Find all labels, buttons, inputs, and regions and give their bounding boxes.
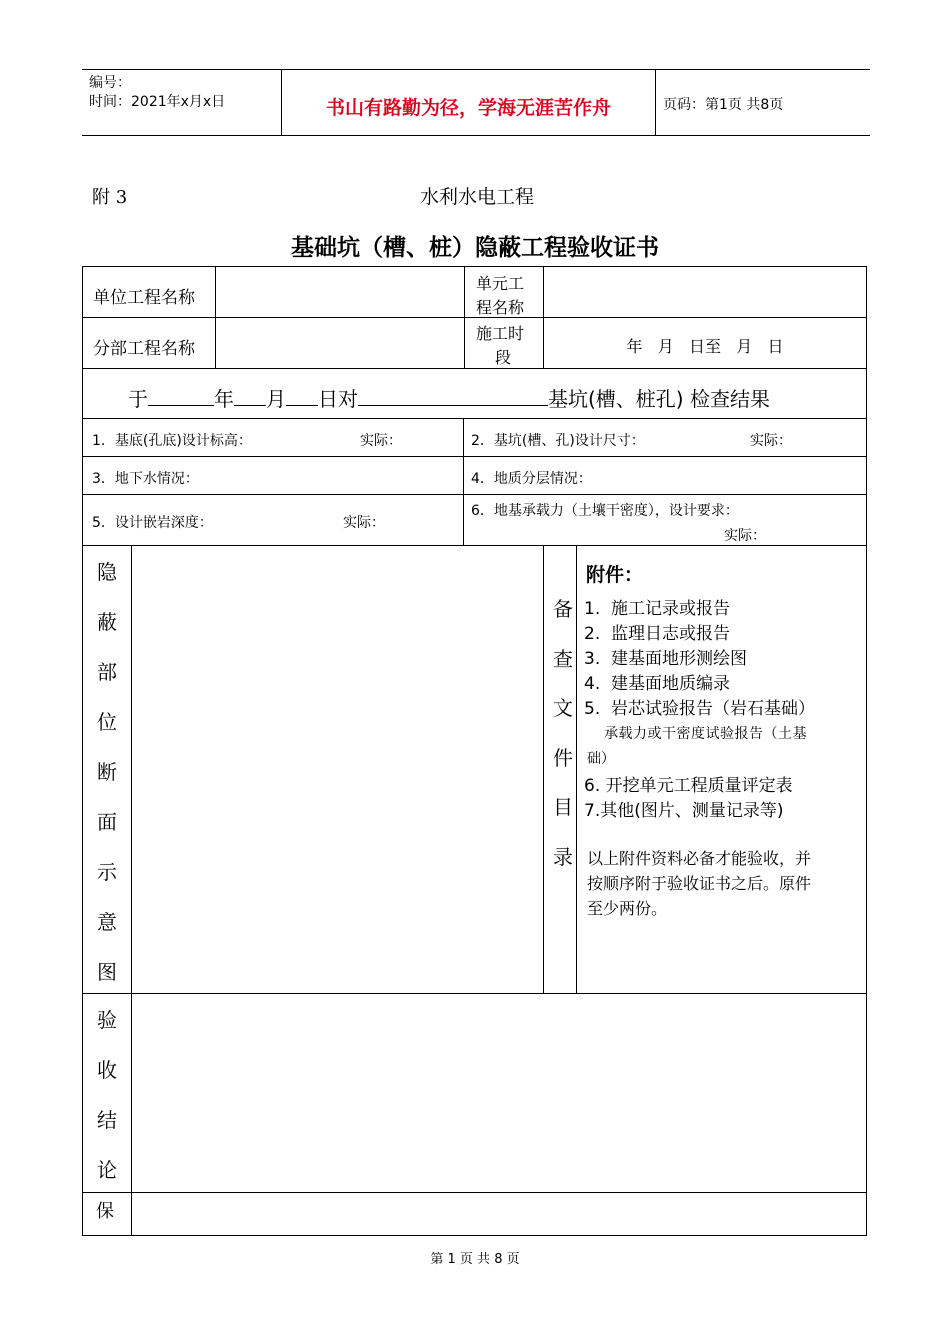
conclusion-label-char: 验: [97, 1008, 117, 1032]
unit-element-field[interactable]: [544, 267, 866, 317]
inspection-year: 年: [214, 387, 234, 411]
attachment5-cont-1: 承载力或干密度试验报告（土基: [604, 726, 807, 742]
attachment5-cont-2: 础）: [587, 751, 615, 767]
hidden-section-label: [82, 547, 132, 997]
attachments-note: [587, 846, 811, 921]
check-docs-label-char: 查: [553, 646, 573, 671]
number-label: 编号：: [89, 75, 131, 91]
item1-label: 1．基底(孔底)设计标高：: [92, 433, 252, 449]
check-docs-label-char: 件: [553, 745, 573, 770]
conclusion-label: [82, 995, 132, 1195]
inspection-day-to: 日对: [318, 387, 358, 411]
attachments-note-line: 至少两份。: [587, 899, 668, 918]
attachments-note-line: 按顺序附于验收证书之后。原件: [587, 874, 812, 893]
document-title: 基础坑（槽、桩）隐蔽工程验收证书: [291, 235, 659, 261]
sketch-area[interactable]: [132, 546, 543, 993]
header-slogan: 书山有路勤为径，学海无涯苦作舟: [325, 97, 611, 119]
attachment-item: 2. 监理日志或报告: [584, 624, 731, 644]
col-line: [464, 266, 465, 368]
item5-actual: 实际：: [343, 515, 385, 531]
sub-project-label: 分部工程名称: [93, 339, 195, 359]
hidden-section-label-char: 面: [97, 810, 117, 834]
inspection-suffix: 基坑(槽、桩孔) 检查结果: [548, 387, 770, 411]
row-line: [82, 456, 867, 457]
row-line: [82, 418, 867, 419]
col-line: [543, 545, 544, 993]
check-docs-label-char: 文: [553, 696, 573, 720]
footer-page-number: 第 1 页 共 8 页: [430, 1252, 520, 1267]
last-row-field[interactable]: [132, 1193, 866, 1235]
document-category: 水利水电工程: [420, 186, 535, 208]
attachment7: 7.其他(图片、测量记录等): [584, 801, 784, 821]
attachments-note-line: 以上附件资料必备才能验收，并: [587, 849, 812, 868]
target-blank[interactable]: [358, 387, 548, 406]
hidden-section-label-char: 图: [97, 960, 117, 984]
hidden-section-label-char: 断: [97, 760, 117, 784]
year-blank[interactable]: [148, 387, 214, 406]
header-divider-right: [655, 69, 656, 136]
attachment-item: 3. 建基面地形测绘图: [584, 649, 748, 669]
row-line: [82, 317, 867, 318]
attachment-item: 5. 岩芯试验报告（岩石基础）: [584, 699, 816, 719]
item6-actual: 实际：: [724, 528, 766, 544]
row-line: [82, 494, 867, 495]
row-line: [82, 368, 867, 369]
unit-element-label-2: 程名称: [476, 298, 525, 317]
attachment6: 6. 开挖单元工程质量评定表: [584, 776, 793, 796]
unit-project-label: 单位工程名称: [93, 288, 195, 308]
day-blank[interactable]: [286, 387, 318, 406]
attachment-item: 4. 建基面地质编录: [584, 674, 731, 694]
item2-actual: 实际：: [750, 433, 792, 449]
check-docs-label-char: 目: [553, 795, 573, 819]
inspection-month: 月: [266, 387, 286, 411]
attachments-title: 附件：: [586, 564, 644, 586]
item1-actual: 实际：: [360, 433, 402, 449]
check-docs-label-char: 录: [553, 844, 573, 869]
attachments-list: [584, 597, 815, 722]
unit-element-label-1: 单元工: [476, 274, 525, 293]
attachment-number: 附 3: [92, 187, 128, 208]
inspection-prefix: 于: [128, 387, 148, 411]
conclusion-label-char: 结: [97, 1108, 117, 1132]
attachment-item: 1. 施工记录或报告: [584, 599, 731, 619]
hidden-section-label-char: 隐: [97, 560, 117, 584]
hidden-section-label-char: 部: [97, 660, 117, 684]
inspection-line: [128, 383, 770, 412]
hidden-section-label-char: 意: [97, 910, 117, 934]
header-bottom-rule: [82, 135, 870, 136]
item3-label: 3．地下水情况：: [92, 471, 199, 487]
item6-label: 6．地基承载力（土壤干密度），设计要求：: [471, 503, 739, 519]
item4-label: 4．地质分层情况：: [471, 471, 592, 487]
hidden-section-label-char: 蔽: [97, 610, 117, 634]
construction-period-label-2: 段: [495, 348, 512, 367]
col-line: [463, 418, 464, 545]
conclusion-label-char: 论: [97, 1158, 117, 1182]
check-docs-label: [546, 585, 580, 882]
last-row-label: 保: [96, 1201, 114, 1222]
unit-project-field[interactable]: [216, 267, 463, 317]
header-top-rule: [82, 69, 870, 70]
month-blank[interactable]: [234, 387, 266, 406]
conclusion-area[interactable]: [132, 994, 866, 1191]
conclusion-label-char: 收: [97, 1058, 117, 1082]
page-info: 页码：第1页 共8页: [663, 97, 784, 113]
time-label: 时间：2021年x月x日: [89, 94, 226, 110]
sub-project-field[interactable]: [216, 318, 463, 368]
item5-label: 5．设计嵌岩深度：: [92, 515, 213, 531]
period-value[interactable]: 年 月 日至 月 日: [626, 337, 784, 356]
construction-period-label-1: 施工时: [476, 324, 525, 343]
item2-label: 2．基坑(槽、孔)设计尺寸：: [471, 433, 645, 449]
check-docs-label-char: 备: [553, 597, 573, 621]
hidden-section-label-char: 示: [97, 860, 117, 884]
hidden-section-label-char: 位: [97, 710, 117, 734]
